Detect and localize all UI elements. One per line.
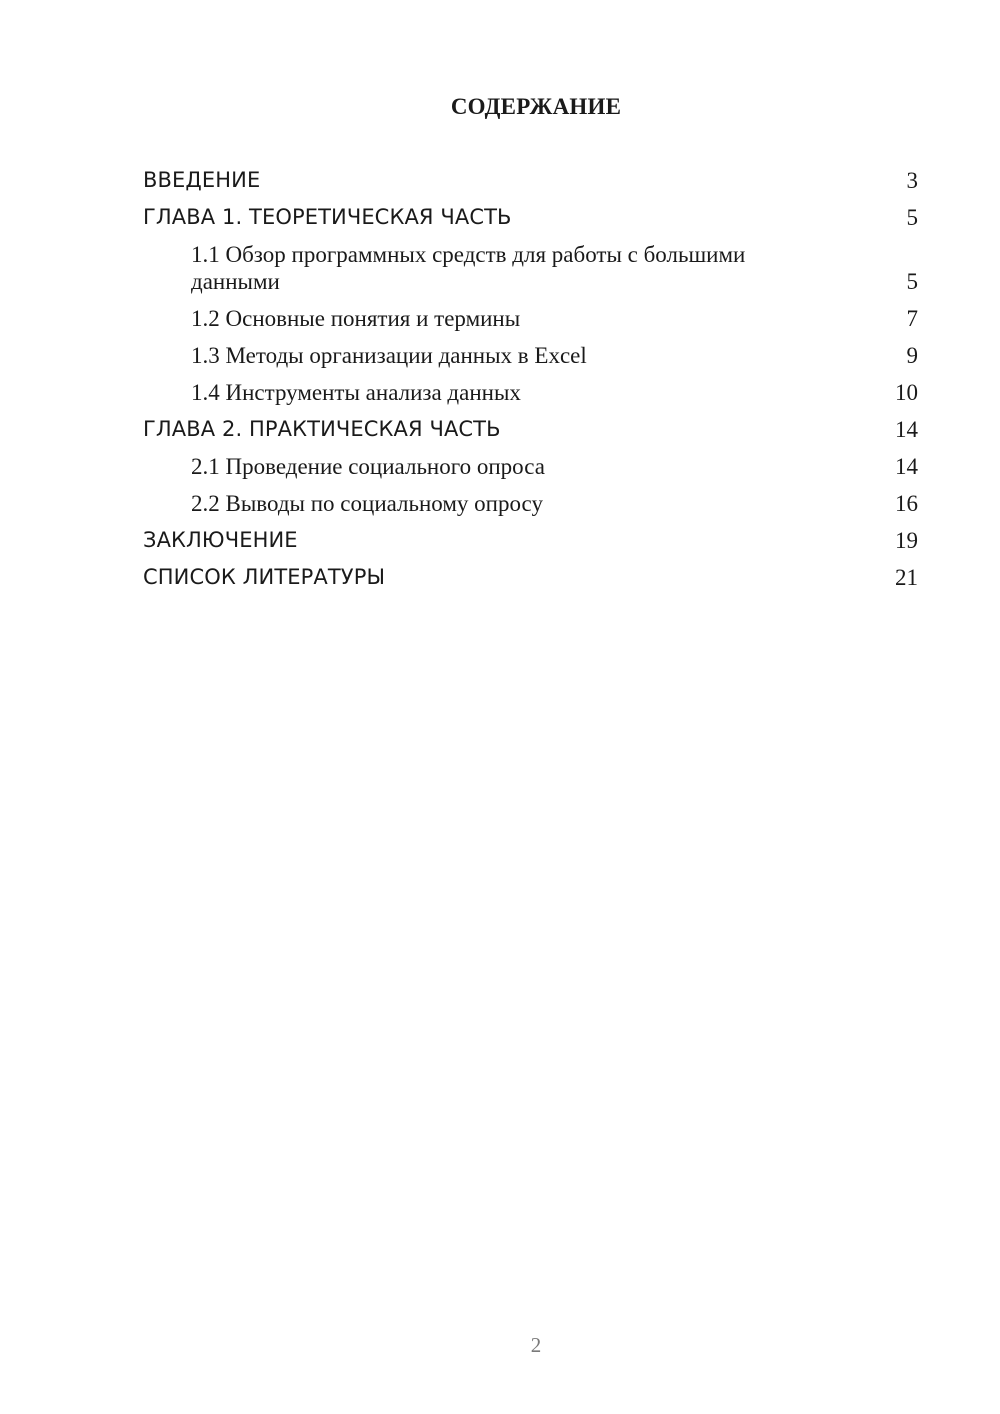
toc-entry-page: 19: [895, 528, 918, 553]
toc-entry-section-1-2[interactable]: [143, 305, 918, 332]
toc-entry-label: 2.1 Проведение социального опроса: [191, 454, 545, 479]
toc-entry-section-1-4[interactable]: [143, 379, 918, 406]
table-of-contents: [143, 167, 918, 601]
toc-entry-label: СПИСОК ЛИТЕРАТУРЫ: [143, 565, 386, 589]
toc-entry-page: 10: [895, 380, 918, 405]
toc-entry-page: 14: [895, 417, 918, 442]
toc-entry-label: 1.4 Инструменты анализа данных: [191, 380, 521, 405]
toc-entry-page: 7: [906, 306, 918, 331]
toc-entry-page: 5: [906, 205, 918, 230]
toc-entry-section-1-3[interactable]: [143, 342, 918, 369]
toc-entry-section-1-1[interactable]: [143, 241, 918, 295]
toc-entry-label: 1.3 Методы организации данных в Excel: [191, 343, 587, 368]
toc-entry-label: 1.1 Обзор программных средств для работы с большими данными: [191, 242, 746, 294]
toc-entry-section-2-1[interactable]: [143, 453, 918, 480]
toc-entry-conclusion[interactable]: [143, 527, 918, 554]
toc-entry-label: ГЛАВА 1. ТЕОРЕТИЧЕСКАЯ ЧАСТЬ: [143, 205, 512, 229]
toc-entry-page: 3: [906, 168, 918, 193]
toc-entry-introduction[interactable]: [143, 167, 918, 194]
toc-entry-bibliography[interactable]: [143, 564, 918, 591]
toc-entry-page: 14: [895, 454, 918, 479]
page-number: 2: [530, 1333, 542, 1357]
toc-entry-label: 2.2 Выводы по социальному опросу: [191, 491, 543, 516]
toc-entry-chapter-1[interactable]: [143, 204, 918, 231]
toc-entry-page: 21: [895, 565, 918, 590]
page-title: СОДЕРЖАНИЕ: [450, 94, 622, 119]
toc-entry-section-2-2[interactable]: [143, 490, 918, 517]
toc-entry-label: ГЛАВА 2. ПРАКТИЧЕСКАЯ ЧАСТЬ: [143, 417, 501, 441]
toc-entry-page: 16: [895, 491, 918, 516]
toc-entry-label: ВВЕДЕНИЕ: [143, 168, 261, 192]
toc-entry-page: 5: [906, 269, 918, 294]
toc-entry-label: 1.2 Основные понятия и термины: [191, 306, 521, 331]
toc-entry-page: 9: [906, 343, 918, 368]
toc-entry-label: ЗАКЛЮЧЕНИЕ: [143, 528, 298, 552]
toc-entry-chapter-2[interactable]: [143, 416, 918, 443]
